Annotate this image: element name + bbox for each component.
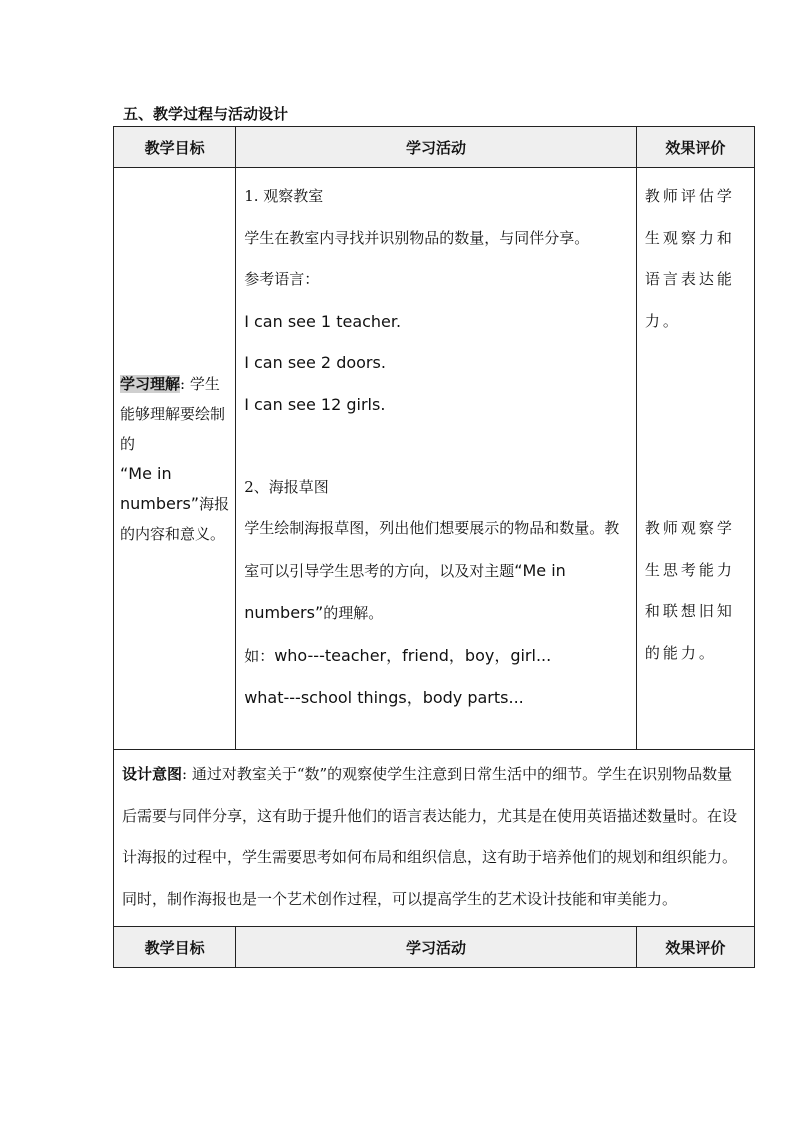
footer-header-effect-evaluation: 效果评价 [636,927,754,968]
evaluation-1: 教师评估学生观察力和语言表达能力。 [644,187,735,330]
activity-1-line-2: I can see 2 doors. [244,353,386,372]
activity-1-ref-label: 参考语言： [244,270,320,288]
activity-2-title: 2、海报草图 [244,477,329,496]
header-learning-activity: 学习活动 [236,127,637,168]
activity-1-line-1: I can see 1 teacher. [244,311,402,331]
teaching-process-table [113,126,755,968]
design-intent-cell [114,750,755,927]
footer-header-teaching-goal: 教学目标 [114,927,236,968]
footer-header-row [114,927,755,968]
design-text: : 通过对教室关于“数”的观察使学生注意到日常生活中的细节。学生在识别物品数量后需要与同伴分享，这有助于提升他们的语言表达能力，尤其是在使用英语描述数量时。在设计海报的过程中，学生需要思考如何布局和组织信息，这有助于培养他们的规划和组织能力。同时，制作海报也是一个艺术创作过程，可以提高学生的艺术设计技能和审美能力。 [122,765,738,908]
goal-cell [114,168,236,750]
activity-2-example-2: what---school things，body parts... [244,688,524,707]
table-header-row [114,127,755,168]
design-row [114,750,755,927]
activity-2-example-1: 如：who---teacher，friend，boy，girl... [244,645,552,665]
activity-cell [236,168,637,750]
evaluation-2: 教师观察学生思考能力和联想旧知的能力。 [644,519,735,662]
evaluation-cell [636,168,754,750]
activity-row [114,168,755,750]
header-effect-evaluation: 效果评价 [636,127,754,168]
activity-1-line-3: I can see 12 girls. [244,394,386,414]
footer-header-learning-activity: 学习活动 [236,927,637,968]
activity-1-desc: 学生在教室内寻找并识别物品的数量，与同伴分享。 [244,228,590,247]
goal-text-a: : 学生能够理解要绘制的 [120,374,226,453]
header-teaching-goal: 教学目标 [114,127,236,168]
activity-2-desc: 学生绘制海报草图，列出他们想要展示的物品和数量。教室可以引导学生思考的方向，以及对主题“Me in numbers”的理解。 [244,519,620,622]
section-title: 五、教学过程与活动设计 [123,105,289,123]
design-label: 设计意图 [122,765,183,783]
goal-text-b: “Me in numbers” [120,463,200,513]
activity-1-title: 1. 观察教室 [244,187,324,205]
goal-label: 学习理解 [120,374,181,393]
goal-text-c: 海报的内容和意义。 [120,494,230,543]
